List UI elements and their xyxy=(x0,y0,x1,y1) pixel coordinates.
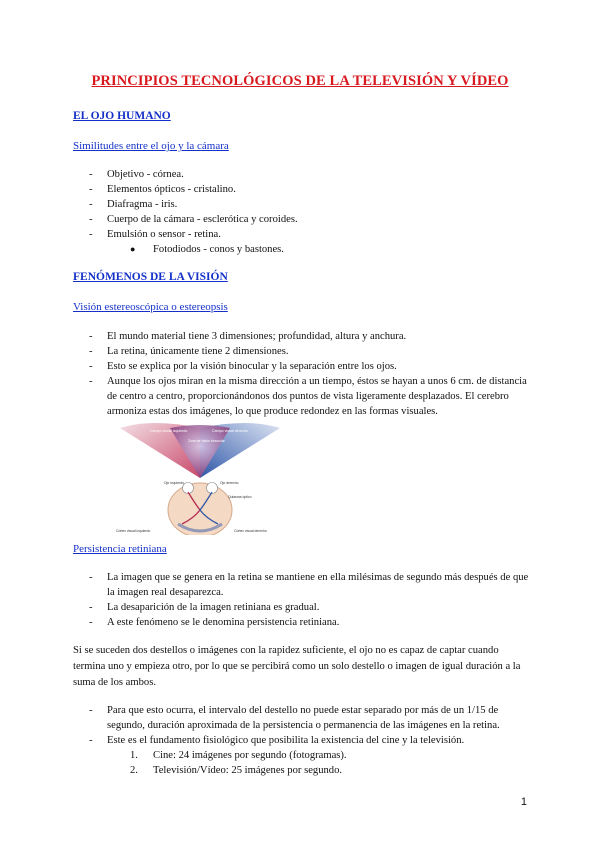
section-heading-fenomenos: FENÓMENOS DE LA VISIÓN xyxy=(73,271,228,283)
paragraph-destellos: Si se suceden dos destellos o imágenes con la rapidez suficiente, el ojo no es capaz de captar cuando termina uno y empieza otro, por lo que se percibirá como un solo destello o imagen de igual duración a la suma de los ambos. xyxy=(73,645,521,688)
list-item: - Elementos ópticos - cristalino. xyxy=(89,184,236,195)
numbered-item: 1. Cine: 24 imágenes por segundo (fotogramas). xyxy=(130,750,347,761)
binocular-vision-diagram xyxy=(112,420,287,535)
list-similitudes xyxy=(73,167,533,257)
list-item: - La retina, únicamente tiene 2 dimensiones. xyxy=(89,346,289,357)
subheading-persistencia: Persistencia retiniana xyxy=(73,543,167,555)
subheading-estereopsis: Visión estereoscópica o estereopsis xyxy=(73,301,228,313)
list-item: - Para que esto ocurra, el intervalo del destello no puede estar separado por más de un 1/15 de segundo, duración aproximada de la persistencia o permanencia de las imágenes en la retina. xyxy=(89,705,500,731)
label-cortex-right: Córtex visual derecho xyxy=(234,529,267,533)
right-eye xyxy=(207,483,218,494)
list-item: - A este fenómeno se le denomina persistencia retiniana. xyxy=(89,617,340,628)
list-item: - La imagen que se genera en la retina se mantiene en ella milésimas de segundo más después de que la imagen real desaparezca. xyxy=(89,572,529,598)
numbered-item: 2. Televisión/Vídeo: 25 imágenes por segundo. xyxy=(130,765,343,776)
section-heading-ojo: EL OJO HUMANO xyxy=(73,110,171,122)
list-item: - La desaparición de la imagen retiniana es gradual. xyxy=(89,602,320,613)
document-title: PRINCIPIOS TECNOLÓGICOS DE LA TELEVISIÓN Y VÍDEO xyxy=(91,73,509,89)
label-cortex-left: Córtex visual izquierdo xyxy=(116,529,151,533)
list-item: - Diafragma - iris. xyxy=(89,199,178,210)
list-item: - Emulsión o sensor - retina. xyxy=(89,229,221,240)
label-left-field: Campo visual izquierdo xyxy=(150,429,188,433)
label-eye-right: Ojo derecho xyxy=(220,481,239,485)
list-item: - Aunque los ojos miran en la misma dirección a un tiempo, éstos se hayan a unos 6 cm. de distancia de centro a centro, proporcionándonos dos puntos de vista ligeramente desplazados. El cerebro armoniza estas dos imágenes, lo que produce redondez en las formas visuales. xyxy=(89,376,527,417)
list-fundamento xyxy=(73,703,533,778)
list-item: - Este es el fundamento fisiológico que posibilita la existencia del cine y la televisión. xyxy=(89,735,465,746)
list-item: - Objetivo - córnea. xyxy=(89,169,184,180)
list-persistencia xyxy=(73,570,533,630)
subheading-similitudes: Similitudes entre el ojo y la cámara xyxy=(73,140,229,152)
list-estereopsis xyxy=(73,329,533,419)
list-item: - El mundo material tiene 3 dimensiones; profundidad, altura y anchura. xyxy=(89,331,407,342)
label-right-field: Campo visual derecho xyxy=(212,429,248,433)
label-binocular: Zona de visión binocular xyxy=(188,439,225,443)
label-eye-left: Ojo izquierdo xyxy=(164,481,184,485)
sub-list-item: ● Fotodiodos - conos y bastones. xyxy=(130,244,284,255)
label-chiasm: Quiasma óptico xyxy=(228,495,252,499)
left-eye xyxy=(183,483,194,494)
list-item: - Esto se explica por la visión binocular y la separación entre los ojos. xyxy=(89,361,397,372)
page-number: 1 xyxy=(520,796,527,808)
list-item: - Cuerpo de la cámara - esclerótica y coroides. xyxy=(89,214,298,225)
